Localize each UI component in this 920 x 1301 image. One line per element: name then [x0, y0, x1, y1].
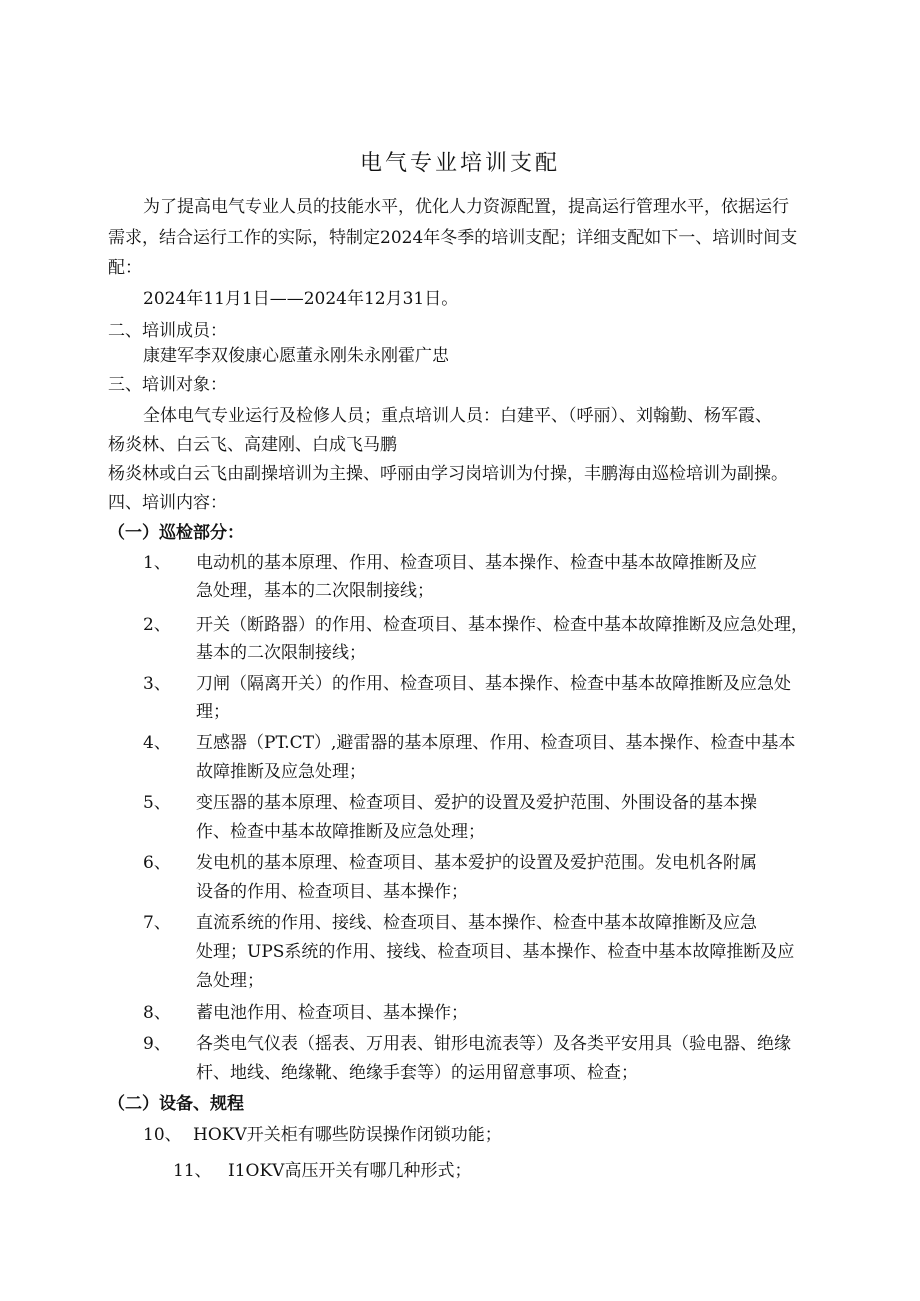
item-line: 设备的作用、检查项目、基本操作；: [196, 882, 468, 902]
item-number: 4、: [143, 733, 171, 753]
item-line: 作、检查中基本故障推断及应急处理；: [196, 822, 485, 842]
item-line: I1OKV高压开关有哪几种形式；: [228, 1161, 472, 1181]
item-number: 5、: [143, 793, 171, 813]
intro-line-3: 配：: [108, 258, 142, 278]
section-4-heading: 四、培训内容：: [108, 493, 227, 513]
item-line: 发电机的基本原理、检查项目、基本爱护的设置及爱护范围。发电机各附属: [196, 853, 757, 873]
item-number: 9、: [143, 1034, 171, 1054]
training-members: 康建军李双俊康心愿董永刚朱永刚霍广忠: [143, 346, 449, 366]
item-number: 10、: [143, 1125, 182, 1145]
part-1-heading: （一）巡检部分：: [108, 523, 244, 543]
item-line: 刀闸（隔离开关）的作用、检查项目、基本操作、检查中基本故障推断及应急处: [196, 674, 791, 694]
item-line: 杆、地线、绝缘靴、绝缘手套等）的运用留意事项、检查；: [196, 1063, 638, 1083]
item-number: 1、: [143, 553, 171, 573]
item-number: 11、: [173, 1161, 212, 1181]
item-line: 基本的二次限制接线；: [196, 643, 366, 663]
item-line: 直流系统的作用、接线、检查项目、基本操作、检查中基本故障推断及应急: [196, 913, 757, 933]
item-line: 电动机的基本原理、作用、检查项目、基本操作、检查中基本故障推断及应: [196, 553, 757, 573]
item-line: 处理；UPS系统的作用、接线、检查项目、基本操作、检查中基本故障推断及应: [196, 942, 795, 962]
item-line: 变压器的基本原理、检查项目、爱护的设置及爱护范围、外围设备的基本操: [196, 793, 757, 813]
item-line: 互感器（PT.CT）,避雷器的基本原理、作用、检查项目、基本操作、检查中基本: [196, 733, 796, 753]
targets-line-1: 全体电气专业运行及检修人员；重点培训人员：白建平、（呼丽）、刘翰勤、杨军霞、: [143, 406, 772, 426]
item-line: 故障推断及应急处理；: [196, 762, 366, 782]
item-line: 各类电气仪表（摇表、万用表、钳形电流表等）及各类平安用具（验电器、绝缘: [196, 1034, 791, 1054]
item-line: 急处理；: [196, 971, 264, 991]
item-line: 蓄电池作用、检查项目、基本操作；: [196, 1003, 468, 1023]
section-3-heading: 三、培训对象：: [108, 375, 227, 395]
part-2-heading: （二）设备、规程: [108, 1094, 244, 1114]
item-number: 6、: [143, 853, 171, 873]
item-number: 8、: [143, 1003, 171, 1023]
item-number: 2、: [143, 615, 171, 635]
item-line: HOKV开关柜有哪些防误操作闭锁功能；: [193, 1125, 502, 1145]
item-line: 急处理，基本的二次限制接线；: [196, 581, 434, 601]
item-line: 理；: [196, 702, 230, 722]
targets-line-3: 杨炎林或白云飞由副操培训为主操、呼丽由学习岗培训为付操，丰鹏海由巡检培训为副操。: [108, 464, 788, 484]
targets-line-2: 杨炎林、白云飞、高建刚、白成飞马鹏: [108, 435, 397, 455]
item-line: 开关（断路器）的作用、检查项目、基本操作、检查中基本故障推断及应急处理，: [196, 615, 808, 635]
section-2-heading: 二、培训成员：: [108, 321, 227, 341]
intro-line-1: 为了提高电气专业人员的技能水平，优化人力资源配置，提高运行管理水平，依据运行: [143, 197, 789, 217]
training-period: 2024年11月1日——2024年12月31日。: [143, 289, 459, 309]
item-number: 3、: [143, 674, 171, 694]
document-title: 电气专业培训支配: [359, 151, 560, 176]
intro-line-2: 需求，结合运行工作的实际，特制定2024年冬季的培训支配；详细支配如下一、培训时间支: [108, 228, 798, 248]
item-number: 7、: [143, 913, 171, 933]
